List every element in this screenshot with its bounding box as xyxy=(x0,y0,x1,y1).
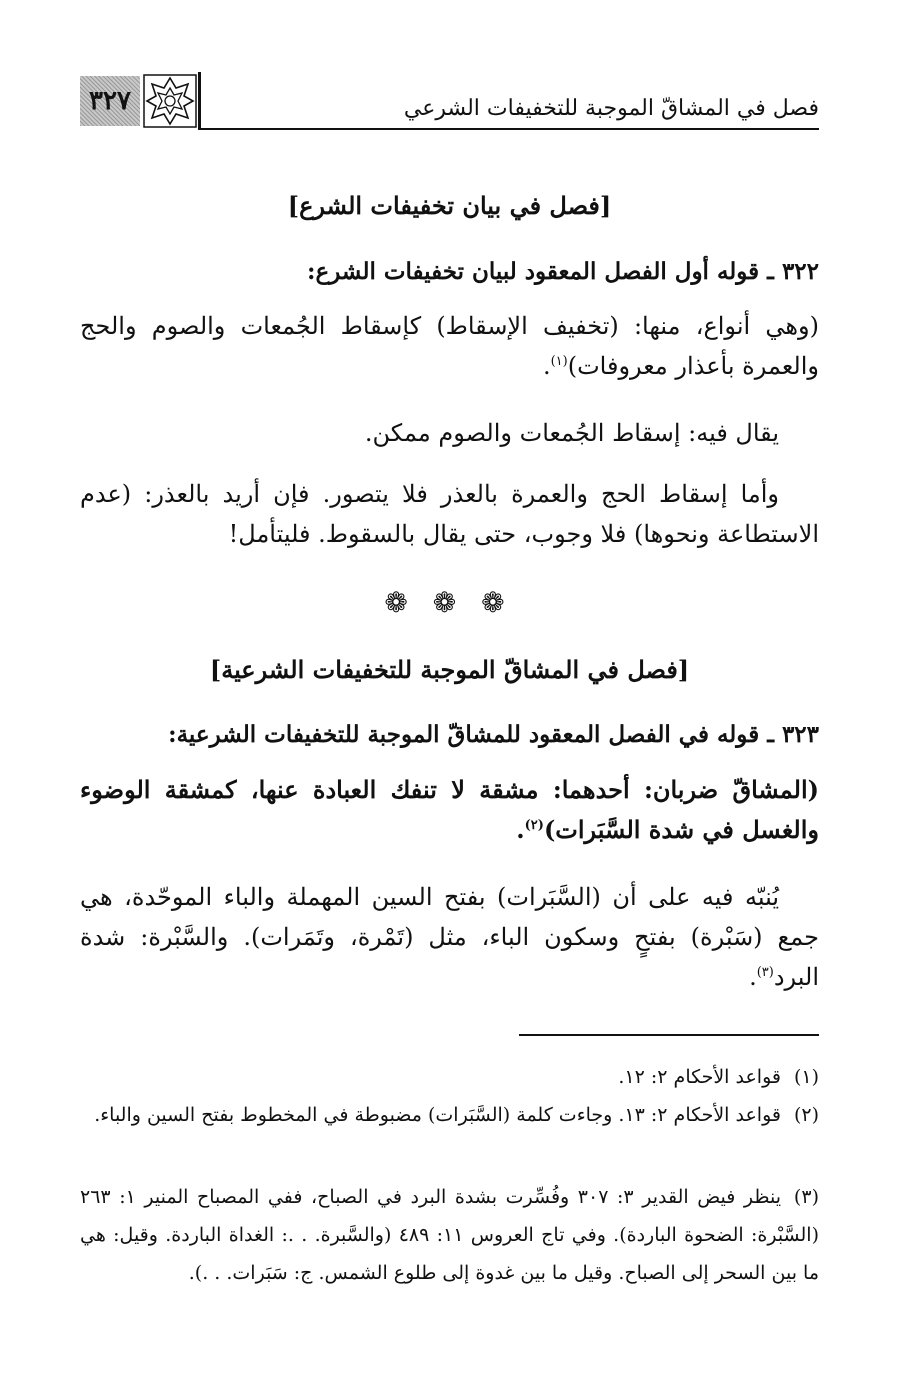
footnote-2 xyxy=(80,1096,819,1134)
quote-paragraph-1 xyxy=(80,306,819,386)
section-heading-1: [فصل في بيان تخفيفات الشرع] xyxy=(287,191,612,220)
footnote-ref-3: (٣) xyxy=(756,965,774,980)
section-subhead-2: ٣٢٣ ـ قوله في الفصل المعقود للمشاقّ الموجبة للتخفيفات الشرعية: xyxy=(168,721,819,748)
quote-text: (وهي أنواع، منها: (تخفيف الإسقاط) كإسقاط الجُمعات والصوم والحج والعمرة بأعذار معروفات) xyxy=(80,312,819,380)
section-subhead-1: ٣٢٢ ـ قوله أول الفصل المعقود لبيان تخفيفات الشرع: xyxy=(307,258,819,285)
footnote-3 xyxy=(80,1178,819,1292)
section-separator: ❁ ❁ ❁ xyxy=(384,586,513,619)
running-title: فصل في المشاقّ الموجبة للتخفيفات الشرعي xyxy=(403,96,819,121)
footnote-1 xyxy=(80,1058,819,1096)
footnote-text: قواعد الأحكام ٢: ١٣. وجاءت كلمة (السَّبَرات) مضبوطة في المخطوط بفتح السين والباء. xyxy=(94,1104,781,1126)
footnote-number: (٣) xyxy=(793,1186,819,1208)
para-end: . xyxy=(749,963,757,991)
header-divider xyxy=(198,72,201,130)
page-number: ٣٢٧ xyxy=(80,76,140,126)
footnote-text: ينظر فيض القدير ٣: ٣٠٧ وفُسِّرت بشدة البرد في الصباح، ففي المصباح المنير ١: ٢٦٣ (السَّبْرة: الضحوة الباردة). وفي تاج العروس ١١: ٤٨٩ (والسَّبرة. . .: الغداة الباردة. وقيل: هي ما بين السحر إلى الصباح. وقيل ما بين غدوة إلى طلوع الشمس. ج: سَبَرات. . .). xyxy=(80,1186,819,1284)
header-rule xyxy=(200,128,819,130)
islamic-star-ornament-icon xyxy=(143,74,197,128)
comment-text: يُنبّه فيه على أن (السَّبَرات) بفتح السين المهملة والباء الموحّدة، هي جمع (سَبْرة) بفتحٍ وسكون الباء، مثل (تَمْرة، وتَمَرات). والسَّبْرة: شدة البرد xyxy=(80,883,819,991)
comment-paragraph-2: وأما إسقاط الحج والعمرة بالعذر فلا يتصور. فإن أريد بالعذر: (عدم الاستطاعة ونحوها) فلا وجوب، حتى يقال بالسقوط. فليتأمل! xyxy=(80,480,819,548)
footnote-number: (٢) xyxy=(793,1104,819,1126)
footnote-rule xyxy=(519,1034,819,1036)
footnote-ref-2: (٢) xyxy=(524,818,544,833)
comment-paragraph-1: يقال فيه: إسقاط الجُمعات والصوم ممكن. xyxy=(364,419,779,447)
footnote-number: (١) xyxy=(793,1066,819,1088)
footnote-text: قواعد الأحكام ٢: ١٢. xyxy=(618,1066,781,1088)
quote-end: . xyxy=(516,815,525,844)
quote-paragraph-2 xyxy=(80,770,819,850)
footnote-ref-1: (١) xyxy=(550,354,568,369)
quote-text: (المشاقّ ضربان: أحدهما: مشقة لا تنفك العبادة عنها، كمشقة الوضوء والغسل في شدة السَّبَرات) xyxy=(80,775,819,844)
section-heading-2: [فصل في المشاقّ الموجبة للتخفيفات الشرعية] xyxy=(209,655,690,684)
comment-paragraph-3 xyxy=(80,877,819,997)
quote-end: . xyxy=(542,352,551,380)
